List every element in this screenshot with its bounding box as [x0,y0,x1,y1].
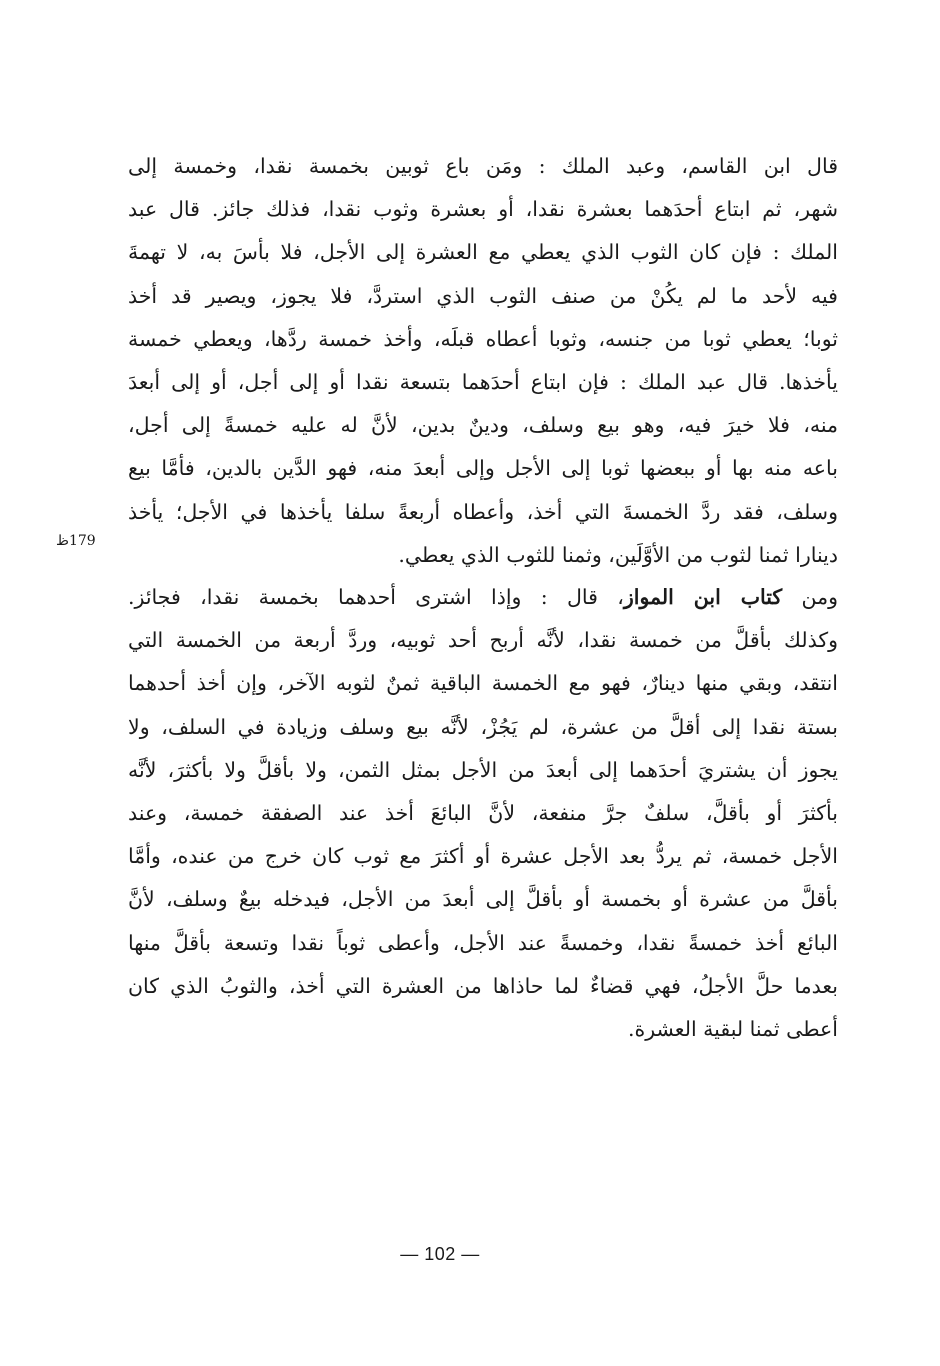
paragraph-1 [128,145,838,577]
paragraph-2 [128,576,838,1051]
text-line: بعدما حلَّ الأجلُ، فهي قضاءٌ لما حاذاها من العشرة التي أخذ، والثوبُ الذي كان [128,973,838,998]
text-line: شهر، ثم ابتاع أحدَهما بعشرة نقدا، أو بعشرة وثوب نقدا، فذلك جائز. قال عبد [128,197,839,222]
text-line: انتقد، وبقي منها دينارٌ، فهو مع الخمسة الباقية ثمنٌ لثوبه الآخر، وإن أخذ أحدهما [128,671,838,696]
text-line: الأجل خمسة، ثم يردُّ بعد الأجل عشرة أو أكثرَ مع ثوب كان خرج من عنده، وأمَّا [128,844,838,869]
text-line: قال ابن القاسم، وعبد الملك : ومَن باع ثوبين بخمسة نقدا، وخمسة إلى [128,154,838,178]
text-line: بأكثرَ أو بأقلَّ، سلفٌ جرَّ منفعة، لأنَّ البائعَ أخذ عند الصفقة خمسة، وعند [128,800,838,825]
book-title: كتاب ابن المواز [623,585,783,609]
text-line: بأقلَّ من عشرة أو بخمسة أو بأقلَّ إلى أبعدَ من الأجل، فيدخله بيعٌ وسلف، لأنَّ [128,887,838,912]
text-line: أعطى ثمنا لبقية العشرة. [627,1016,838,1041]
intro-prefix: ومن [782,585,838,609]
text-line: الملك : فإن كان الثوب الذي يعطي مع العشرة إلى الأجل، فلا بأسَ به، لا تهمةَ [128,240,838,265]
intro-rest: ، قال : وإذا اشترى أحدهما بخمسة نقدا، فجائز. [128,585,624,609]
text-line: بستة نقدا إلى أقلَّ من عشرة، لم يَجُزْ، لأنَّه بيع وسلف وزيادة في السلف، ولا [128,714,838,739]
text-line: يأخذها. قال عبد الملك : فإن ابتاع أحدَهما بتسعة نقدا أو إلى أجل، أو إلى أبعدَ [128,369,838,394]
text-line: وكذلك بأقلَّ من خمسة نقدا، لأنَّه أربح أحد ثوبيه، وردَّ أربعة من الخمسة التي [128,628,838,653]
text-line: دينارا ثمنا لثوب من الأوَّلَين، وثمنا للثوب الذي يعطي. [398,542,838,567]
text-line: باعه منه بها أو ببعضها ثوبا إلى الأجل وإلى أبعدَ منه، فهو الدَّين بالدين، فأمَّا بيع [128,456,838,481]
text-line: البائع أخذ خمسةً نقدا، وخمسةً عند الأجل، وأعطى ثوباً نقدا وتسعة بأقلَّ منها [128,930,838,955]
text-line: وسلف، فقد ردَّ الخمسةَ التي أخذ، وأعطاه أربعةً سلفا يأخذها في الأجل؛ يأخذ [128,499,838,524]
text-line: فيه لأحد ما لم يكُنْ من صنف الثوب الذي استردَّ، فلا يجوز، ويصير قد أخذ [128,283,838,308]
page-number: — 102 — [400,1244,480,1264]
text-line: ثوبا؛ يعطي ثوبا من جنسه، وثوبا أعطاه قبلَه، وأخذ خمسة ردَّها، ويعطي خمسة [128,326,838,351]
text-line: منه، فلا خيرَ فيه، وهو بيع وسلف، ودينٌ بدين، لأنَّ له عليه خمسةً إلى أجل، [128,413,838,438]
paragraph-intro-line [128,576,838,619]
text-line: يجوز أن يشتريَ أحدَهما إلى أبعدَ من الأجل بمثل الثمن، ولا بأقلَّ ولا بأكثرَ، لأنَّه [128,757,838,782]
folio-margin-note: 179ظ [56,533,96,549]
